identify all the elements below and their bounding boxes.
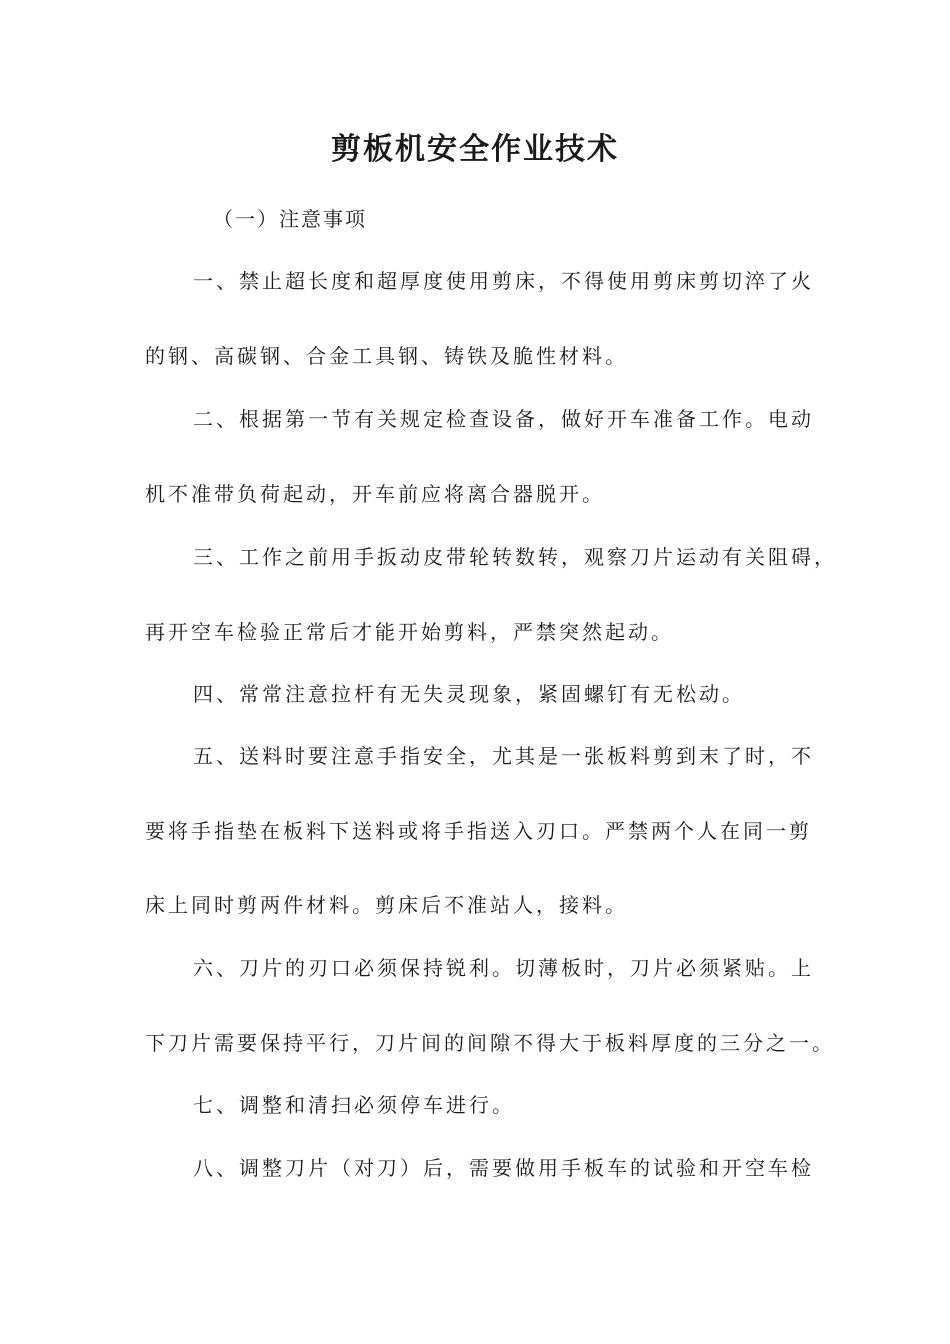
paragraph-line: 再开空车检验正常后才能开始剪料，严禁突然起动。: [145, 620, 674, 644]
paragraph-line: 七、调整和清扫必须停车进行。: [193, 1093, 515, 1117]
section-heading: （一）注意事项: [213, 207, 367, 231]
paragraph-line: 五、送料时要注意手指安全，尤其是一张板料剪到末了时，不: [193, 744, 814, 768]
paragraph-line: 二、根据第一节有关规定检查设备，做好开车准备工作。电动: [193, 407, 814, 431]
paragraph-line: 一、禁止超长度和超厚度使用剪床，不得使用剪床剪切淬了火: [193, 269, 814, 293]
paragraph-line: 机不准带负荷起动，开车前应将离合器脱开。: [145, 482, 605, 506]
paragraph-line: 要将手指垫在板料下送料或将手指送入刃口。严禁两个人在同一剪: [145, 819, 812, 843]
paragraph-line: 床上同时剪两件材料。剪床后不准站人，接料。: [145, 893, 628, 917]
paragraph-line: 三、工作之前用手扳动皮带轮转数转，观察刀片运动有关阻碍，: [193, 545, 837, 569]
paragraph-line: 下刀片需要保持平行，刀片间的间隙不得大于板料厚度的三分之一。: [145, 1031, 835, 1055]
paragraph-line: 的钢、高碳钢、合金工具钢、铸铁及脆性材料。: [145, 344, 628, 368]
paragraph-line: 八、调整刀片（对刀）后，需要做用手板车的试验和开空车检: [193, 1156, 814, 1180]
paragraph-line: 六、刀片的刃口必须保持锐利。切薄板时，刀片必须紧贴。上: [193, 956, 814, 980]
paragraph-line: 四、常常注意拉杆有无失灵现象，紧固螺钉有无松动。: [193, 682, 745, 706]
document-title: 剪板机安全作业技术: [331, 132, 619, 167]
